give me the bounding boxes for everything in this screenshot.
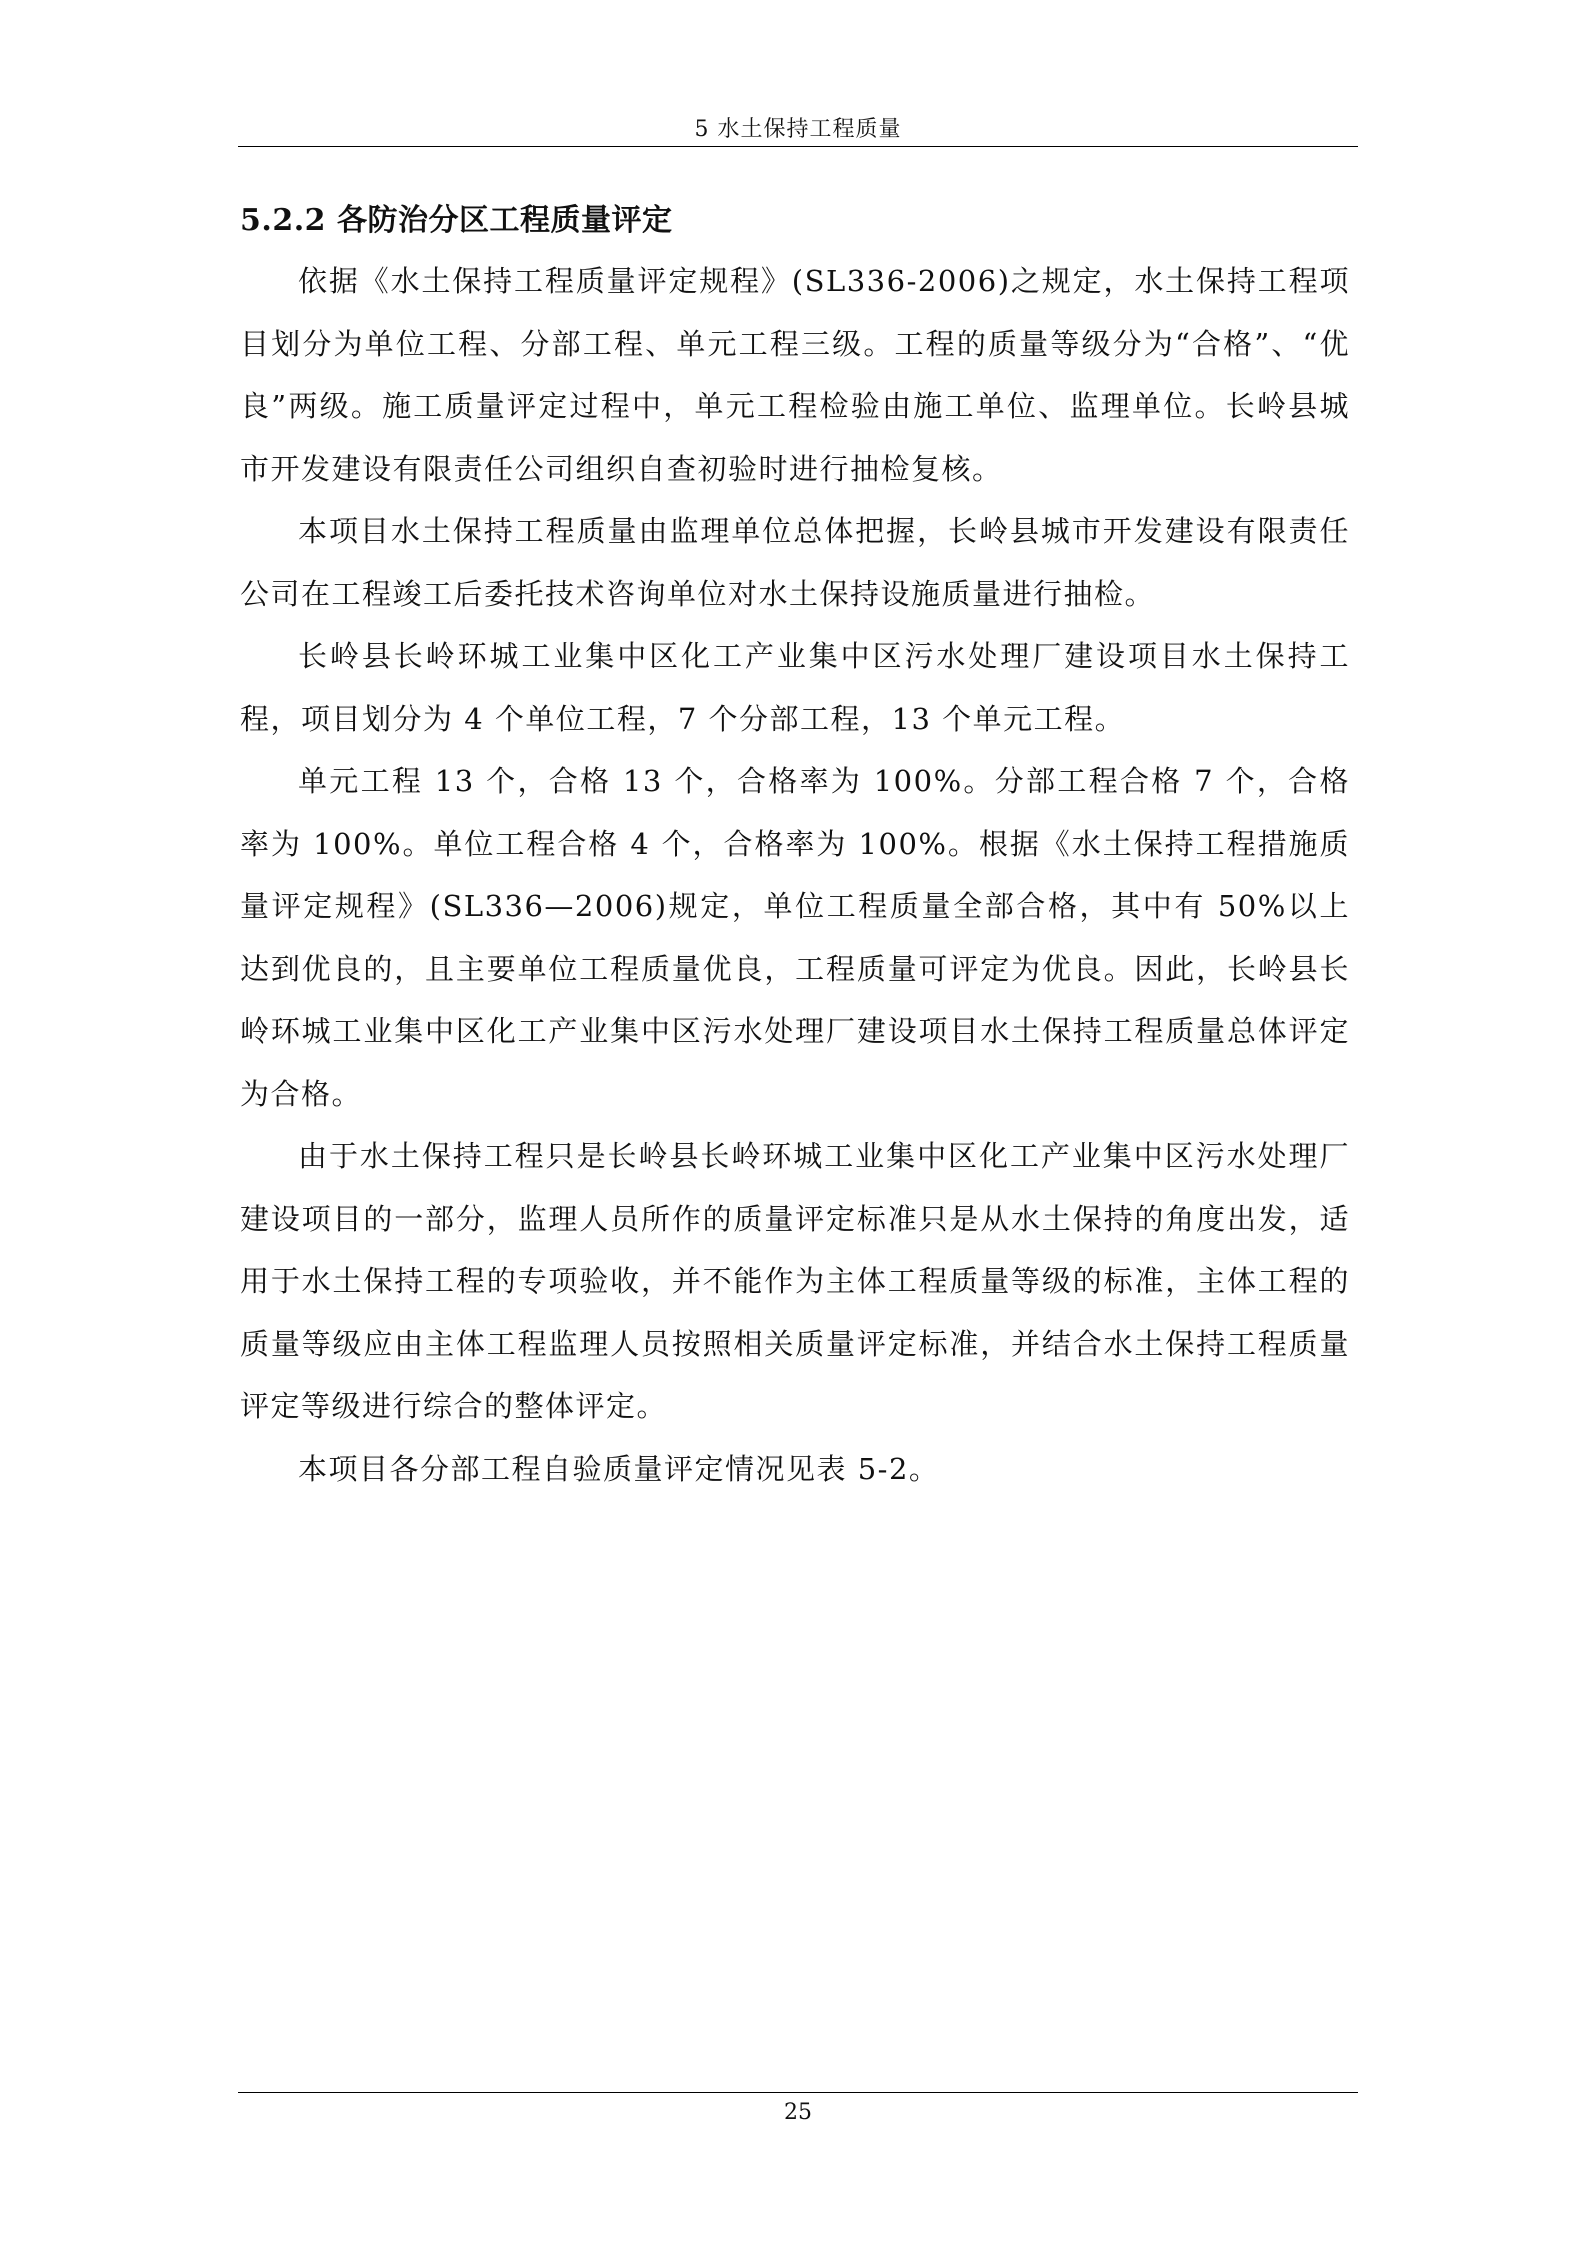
paragraph-supervision: 本项目水土保持工程质量由监理单位总体把握，长岭县城市开发建设有限责任公司在工程竣工后委托技术咨询单位对水土保持设施质量进行抽检。 bbox=[240, 514, 1350, 611]
paragraph-quality-standard: 依据《水土保持工程质量评定规程》(SL336-2006)之规定，水土保持工程项目划分为单位工程、分部工程、单元工程三级。工程的质量等级分为“合格”、“优良”两级。施工质量评定过程中，单元工程检验由施工单位、监理单位。长岭县城市开发建设有限责任公司组织自查初验时进行抽检复核。 bbox=[240, 264, 1350, 486]
paragraph-table-reference: 本项目各分部工程自验质量评定情况见表 5-2。 bbox=[298, 1451, 940, 1486]
paragraph-pass-rates: 单元工程 13 个，合格 13 个，合格率为 100%。分部工程合格 7 个，合格率为 100%。单位工程合格 4 个，合格率为 100%。根据《水土保持工程措施质量评定规程》(SL336—2006)规定，单位工程质量全部合格，其中有 50%以上达到优良的，且主要单位工程质量优良，工程质量可评定为优良。因此，长岭县长岭环城工业集中区化工产业集中区污水处理厂建设项目水土保持工程质量总体评定为合格。 bbox=[240, 764, 1350, 1111]
running-header: 5 水土保持工程质量 bbox=[694, 117, 902, 142]
paragraph-scope-note: 由于水土保持工程只是长岭县长岭环城工业集中区化工产业集中区污水处理厂建设项目的一部分，监理人员所作的质量评定标准只是从水土保持的角度出发，适用于水土保持工程的专项验收，并不能作为主体工程质量等级的标准，主体工程的质量等级应由主体工程监理人员按照相关质量评定标准，并结合水土保持工程质量评定等级进行综合的整体评定。 bbox=[240, 1139, 1350, 1423]
page-number: 25 bbox=[784, 2100, 812, 2125]
section-heading: 5.2.2 各防治分区工程质量评定 bbox=[240, 203, 673, 238]
header-rule bbox=[238, 146, 1358, 147]
footer-rule bbox=[238, 2092, 1358, 2093]
body-text bbox=[240, 250, 1350, 1500]
paragraph-project-division: 长岭县长岭环城工业集中区化工产业集中区污水处理厂建设项目水土保持工程，项目划分为 4 个单位工程，7 个分部工程，13 个单元工程。 bbox=[240, 639, 1350, 736]
